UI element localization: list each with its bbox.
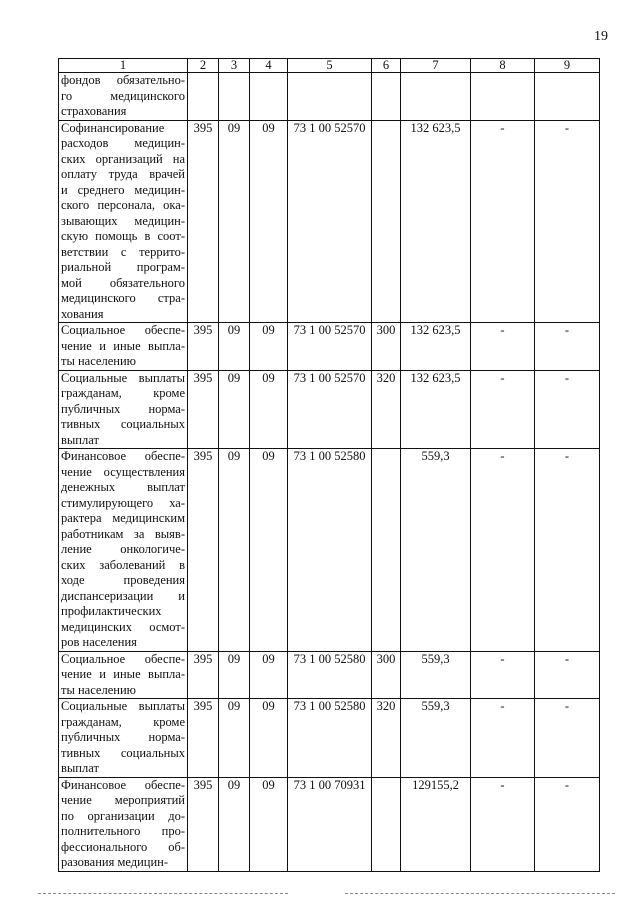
cell-c7: 559,3 [401, 449, 471, 652]
cell-c5: 73 1 00 52580 [288, 699, 372, 778]
table-row [59, 73, 600, 121]
cell-c5: 73 1 00 52580 [288, 449, 372, 652]
cell-c4: 09 [250, 449, 288, 652]
cell-c9: - [535, 370, 600, 449]
cell-c8: - [471, 449, 535, 652]
row-name-line: выплат [61, 432, 99, 447]
cell-c7: 559,3 [401, 651, 471, 699]
row-name-line: Финансовое обеспе- [61, 449, 185, 463]
row-name-line: ского персонала, ока- [61, 198, 185, 212]
header-cell: 7 [401, 59, 471, 73]
row-name-line: страхования [61, 104, 127, 118]
row-name-line: работникам за выяв- [61, 526, 185, 541]
row-name-line: скую помощь в соот- [61, 229, 185, 243]
cell-c8: - [471, 120, 535, 323]
cell-c8: - [471, 323, 535, 371]
cell-c2: 395 [188, 777, 219, 871]
cell-c2 [188, 73, 219, 121]
cell-c6 [372, 449, 401, 652]
cell-c6: 300 [372, 651, 401, 699]
cell-c5: 73 1 00 52570 [288, 323, 372, 371]
cell-c9: - [535, 449, 600, 652]
cell-c8: - [471, 370, 535, 449]
cell-c4: 09 [250, 777, 288, 871]
cell-c9: - [535, 120, 600, 323]
cell-c3: 09 [219, 651, 250, 699]
cell-c4: 09 [250, 651, 288, 699]
cell-c7: 559,3 [401, 699, 471, 778]
cell-c9: - [535, 651, 600, 699]
row-name-line: и среднего медицин- [61, 182, 185, 197]
header-cell: 9 [535, 59, 600, 73]
row-name-cell [59, 323, 188, 371]
cell-c8: - [471, 777, 535, 871]
row-name-cell [59, 777, 188, 871]
row-name-line: гражданам, кроме [61, 714, 185, 729]
cell-c9: - [535, 699, 600, 778]
cell-c3: 09 [219, 699, 250, 778]
row-name-cell [59, 651, 188, 699]
header-cell: 1 [59, 59, 188, 73]
row-name-line: гражданам, кроме [61, 386, 185, 400]
row-name-line: Социальные выплаты [61, 699, 185, 713]
cell-c4: 09 [250, 699, 288, 778]
header-cell: 5 [288, 59, 372, 73]
cell-c3: 09 [219, 323, 250, 371]
row-name-line: чение мероприятий [61, 793, 185, 807]
row-name-line: по организации до- [61, 808, 185, 823]
header-cell: 8 [471, 59, 535, 73]
row-name-cell [59, 699, 188, 778]
cell-c6 [372, 73, 401, 121]
row-name-line: фондов обязательно- [61, 73, 185, 87]
row-name-line: денежных выплат [61, 480, 185, 494]
table-row [59, 777, 600, 871]
row-name-line: диспансеризации и [61, 588, 185, 603]
cell-c9: - [535, 777, 600, 871]
row-name-line: го медицинского [61, 88, 185, 103]
header-cell: 4 [250, 59, 288, 73]
cell-c3: 09 [219, 449, 250, 652]
cell-c4 [250, 73, 288, 121]
row-name-line: разования медицин- [61, 855, 169, 869]
row-name-line: чение и иные выпла- [61, 338, 185, 353]
cell-c3 [219, 73, 250, 121]
row-name-line: ты населению [61, 354, 136, 368]
cell-c9: - [535, 323, 600, 371]
cell-c3: 09 [219, 120, 250, 323]
row-name-line: тивных социальных [61, 417, 185, 431]
cell-c7: 132 623,5 [401, 120, 471, 323]
row-name-line: зывающих медицин- [61, 213, 185, 228]
cell-c2: 395 [188, 120, 219, 323]
cell-c5: 73 1 00 52580 [288, 651, 372, 699]
row-name-line: ление онкологиче- [61, 542, 185, 556]
cell-c3: 09 [219, 370, 250, 449]
cell-c3: 09 [219, 777, 250, 871]
header-cell: 2 [188, 59, 219, 73]
table-row [59, 651, 600, 699]
cell-c8: - [471, 651, 535, 699]
table-row [59, 323, 600, 371]
cell-c8: - [471, 699, 535, 778]
row-name-line: полнительного про- [61, 824, 185, 838]
row-name-line: оплату труда врачей [61, 167, 185, 181]
row-name-line: ских организаций на [61, 151, 185, 166]
row-name-line: хования [61, 306, 104, 321]
row-name-line: медицинского стра- [61, 291, 185, 305]
row-name-line: стимулирующего ха- [61, 495, 185, 510]
row-name-line: фессионального об- [61, 839, 185, 854]
row-name-cell [59, 370, 188, 449]
row-name-line: публичных норма- [61, 730, 185, 744]
row-name-line: Социальное обеспе- [61, 651, 185, 666]
cell-c2: 395 [188, 699, 219, 778]
row-name-line: риальной програм- [61, 260, 185, 274]
header-cell: 3 [219, 59, 250, 73]
cell-c2: 395 [188, 449, 219, 652]
cell-c2: 395 [188, 651, 219, 699]
cell-c6 [372, 777, 401, 871]
cell-c4: 09 [250, 120, 288, 323]
table-body [59, 73, 600, 872]
row-name-line: ров населения [61, 635, 137, 649]
cell-c2: 395 [188, 323, 219, 371]
cell-c7: 129155,2 [401, 777, 471, 871]
cell-c7 [401, 73, 471, 121]
table-row [59, 699, 600, 778]
cell-c8 [471, 73, 535, 121]
cell-c4: 09 [250, 323, 288, 371]
cell-c6: 320 [372, 699, 401, 778]
row-name-cell [59, 449, 188, 652]
footer-divider [38, 893, 288, 894]
cell-c9 [535, 73, 600, 121]
row-name-line: мой обязательного [61, 275, 185, 290]
row-name-line: ты населению [61, 682, 136, 697]
row-name-line: расходов медицин- [61, 136, 185, 150]
table-row [59, 449, 600, 652]
cell-c6 [372, 120, 401, 323]
row-name-line: профилактических [61, 604, 162, 618]
table-row [59, 120, 600, 323]
header-cell: 6 [372, 59, 401, 73]
row-name-line: ветствии с террито- [61, 244, 185, 259]
table-row [59, 370, 600, 449]
row-name-line: Софинансирование [61, 120, 165, 135]
cell-c6: 300 [372, 323, 401, 371]
footer-divider [345, 893, 615, 894]
row-name-cell [59, 120, 188, 323]
header-row [59, 59, 600, 73]
row-name-cell [59, 73, 188, 121]
page-number: 19 [594, 29, 608, 44]
row-name-line: чение и иные выпла- [61, 667, 185, 681]
row-name-line: Социальное обеспе- [61, 323, 185, 337]
cell-c2: 395 [188, 370, 219, 449]
row-name-line: медицинских осмот- [61, 619, 185, 634]
cell-c6: 320 [372, 370, 401, 449]
row-name-line: рактера медицинским [61, 511, 185, 525]
row-name-line: Финансовое обеспе- [61, 777, 185, 792]
cell-c5: 73 1 00 52570 [288, 120, 372, 323]
row-name-line: публичных норма- [61, 401, 185, 416]
cell-c5: 73 1 00 70931 [288, 777, 372, 871]
cell-c7: 132 623,5 [401, 370, 471, 449]
row-name-line: выплат [61, 761, 99, 775]
cell-c4: 09 [250, 370, 288, 449]
row-name-line: ских заболеваний в [61, 557, 185, 572]
budget-table [58, 58, 600, 872]
cell-c7: 132 623,5 [401, 323, 471, 371]
row-name-line: Социальные выплаты [61, 370, 185, 385]
cell-c5: 73 1 00 52570 [288, 370, 372, 449]
row-name-line: чение осуществления [61, 464, 185, 479]
row-name-line: ходе проведения [61, 573, 185, 587]
row-name-line: тивных социальных [61, 745, 185, 760]
cell-c5 [288, 73, 372, 121]
